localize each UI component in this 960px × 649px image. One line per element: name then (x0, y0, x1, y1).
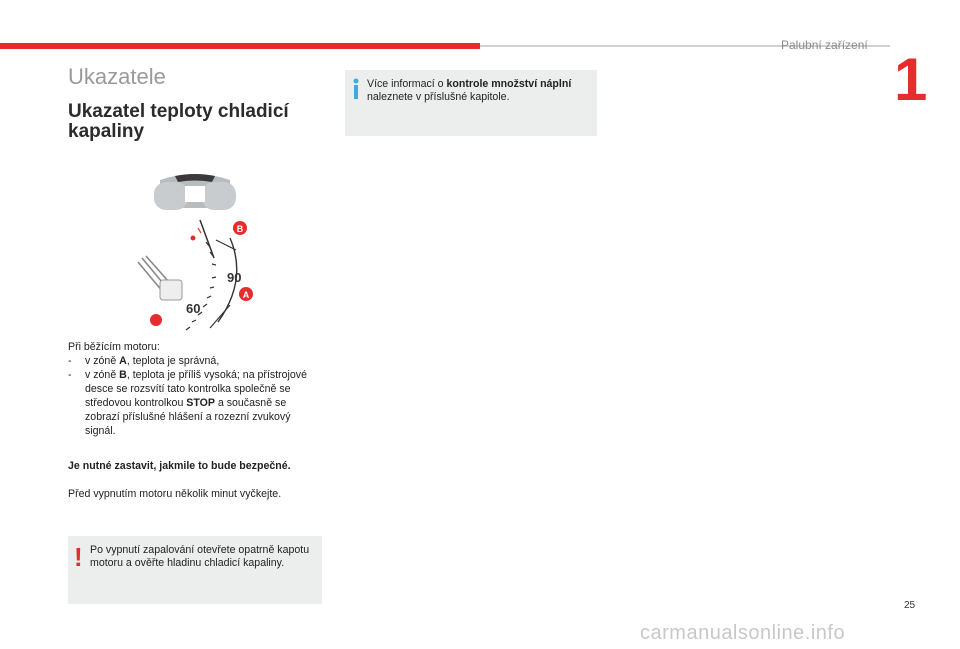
info-box (345, 70, 597, 136)
coolant-icon-frame (160, 280, 182, 300)
page-subheading: Ukazatel teploty chladicí kapaliny (68, 101, 289, 142)
zone-b-label: B (236, 224, 244, 234)
warning-box (68, 536, 322, 604)
exclamation-icon: ! (74, 542, 83, 572)
warning-text: Před vypnutím motoru několik minut vyčkejte. (68, 488, 282, 500)
dashboard-icon (154, 174, 236, 210)
red-marker-dot (191, 236, 196, 241)
gauge-label-low: 60 (186, 301, 201, 316)
watermark: carmanualsonline.info (640, 622, 846, 644)
body-text (68, 340, 323, 438)
warning-box-text: Po vypnutí zapalování otevřete opatrně kapotu motoru a ověřte hladinu chladicí kapaliny. (90, 544, 310, 569)
intro-text: Při běžícím motoru: (68, 341, 160, 353)
chapter-number: 1 (894, 46, 928, 113)
zone-list (68, 354, 323, 438)
list-item: - v zóně A, teplota je správná, (68, 355, 220, 367)
page-heading: Ukazatele (68, 64, 166, 89)
warning-title: Je nutné zastavit, jakmile to bude bezpečné. (68, 460, 291, 472)
info-icon (351, 78, 361, 100)
header-red-bar (0, 43, 480, 49)
warning-lamp (150, 314, 162, 326)
page-number: 25 (904, 600, 916, 611)
gauge-label-high: 90 (227, 270, 242, 285)
zone-b-boundary-top (200, 220, 214, 258)
zone-a-label: A (242, 290, 250, 300)
list-item: - v zóně B, teplota je příliš vysoká; na přístrojové desce se rozsvítí tato kontrolka společně se středovou kontrolkou STOP a současně se zobrazí příslušné hlášení a rozezní zvukový signál. (68, 369, 307, 437)
coolant-gauge-illustration (130, 170, 260, 335)
info-box-text: Více informací o kontrole množství náplní naleznete v příslušné kapitole. (367, 78, 572, 103)
section-title: Palubní zařízení (781, 38, 868, 52)
